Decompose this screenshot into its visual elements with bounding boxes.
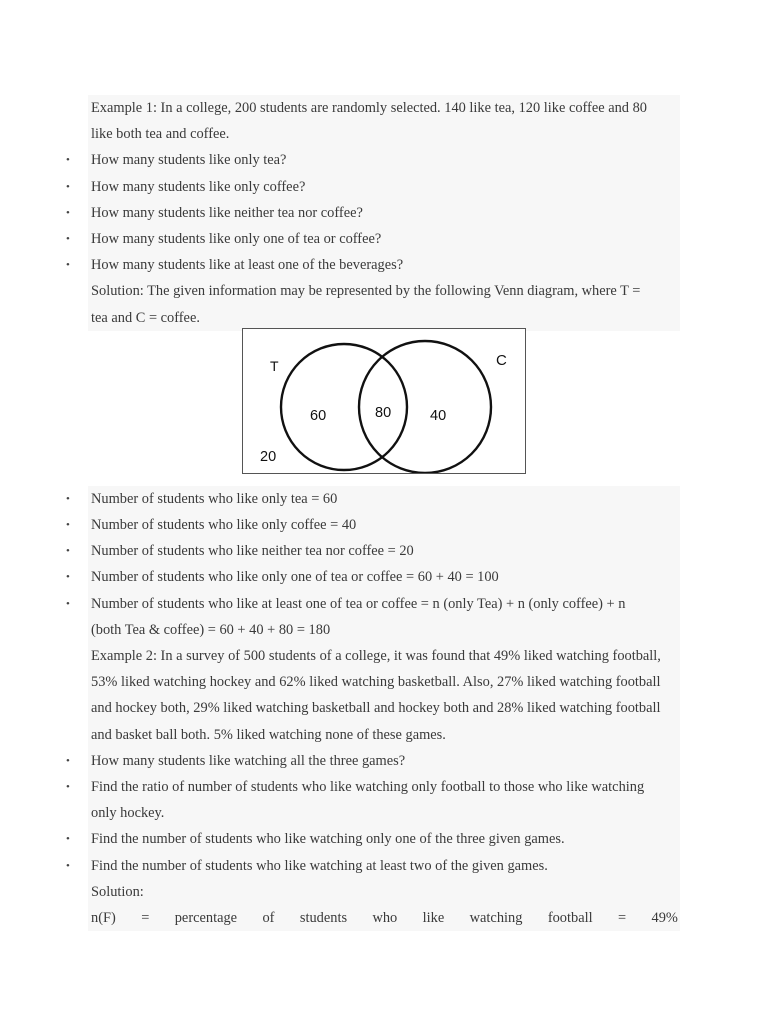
line-text: How many students like at least one of the beverages? — [91, 257, 404, 274]
venn-svg — [243, 329, 525, 473]
bullet-marker: • — [66, 519, 70, 531]
justified-word: like — [422, 910, 445, 926]
text-line — [88, 722, 680, 748]
bullet-marker: • — [66, 545, 70, 558]
line-text: like both tea and coffee. — [91, 126, 230, 143]
line-text: and hockey both, 29% liked watching basketball and hockey both and 28% liked watching football — [91, 700, 661, 717]
line-text: Find the ratio of number of students who like watching only football to those who like watching — [91, 779, 645, 795]
line-text: Find the number of students who like watching only one of the three given games. — [91, 831, 565, 848]
justified-word: watching — [469, 910, 523, 926]
line-text: How many students like only tea? — [91, 152, 287, 169]
bullet-list-item — [66, 748, 680, 774]
venn-label-c: C — [496, 352, 507, 369]
bullet-marker: • — [66, 859, 70, 872]
bullet-marker: • — [66, 597, 70, 610]
venn-only-tea-value: 60 — [310, 408, 327, 424]
justified-word: students — [299, 910, 348, 926]
venn-only-coffee-value: 40 — [430, 408, 447, 424]
venn-label-t: T — [270, 358, 279, 374]
line-text: Find the number of students who like watching at least two of the given games. — [91, 857, 548, 874]
bullet-list-item — [66, 252, 680, 278]
bullet-list-item — [66, 538, 680, 564]
bullet-list-item — [66, 147, 680, 173]
justified-word: 49% — [651, 910, 678, 926]
line-text: (both Tea & coffee) = 60 + 40 + 80 = 180 — [91, 621, 331, 638]
text-line — [88, 879, 680, 905]
bullet-marker: • — [66, 259, 70, 272]
bullet-marker: • — [66, 571, 70, 584]
bullet-marker: • — [66, 492, 70, 505]
justified-word: = — [617, 910, 627, 926]
justified-word: football — [547, 910, 593, 926]
bullet-list-item — [66, 564, 680, 590]
bullet-list-item — [66, 774, 680, 800]
text-line — [88, 905, 680, 931]
line-text: How many students like only one of tea or coffee? — [91, 231, 382, 247]
line-text: Number of students who like at least one of tea or coffee = n (only Tea) + n (only coffee) + n — [91, 595, 626, 612]
venn-neither-value: 20 — [260, 449, 277, 465]
text-line — [88, 121, 680, 147]
line-text: Number of students who like only tea = 60 — [91, 490, 338, 507]
justified-word: n(F) — [91, 910, 116, 926]
bullet-marker: • — [66, 233, 70, 245]
line-text: How many students like neither tea nor coffee? — [91, 204, 363, 221]
line-text: tea and C = coffee. — [91, 309, 200, 326]
bullet-marker: • — [66, 754, 70, 767]
justified-word: = — [141, 910, 150, 926]
text-line — [88, 643, 680, 669]
line-text: How many students like watching all the three games? — [91, 752, 406, 769]
bullet-marker: • — [66, 781, 70, 793]
line-text: Number of students who like neither tea nor coffee = 20 — [91, 543, 414, 560]
line-text: Solution: — [91, 883, 144, 900]
line-text: Example 2: In a survey of 500 students of a college, it was found that 49% liked watching football, — [91, 648, 661, 664]
line-text: only hockey. — [91, 805, 165, 822]
justified-word: who — [372, 910, 398, 926]
line-text: and basket ball both. 5% liked watching none of these games. — [91, 726, 446, 743]
bullet-list-item — [66, 486, 680, 512]
bullet-list-item — [66, 512, 680, 538]
bullet-marker: • — [66, 833, 70, 846]
bullet-list-item — [66, 174, 680, 200]
bullet-list-item — [66, 200, 680, 226]
bullet-marker: • — [66, 154, 70, 167]
line-text: Number of students who like only coffee = 40 — [91, 517, 357, 533]
justified-word: percentage — [174, 910, 238, 926]
text-line — [88, 800, 680, 826]
bullet-list-item — [66, 826, 680, 852]
justified-word: of — [262, 910, 275, 926]
line-text: Number of students who like only one of tea or coffee = 60 + 40 = 100 — [91, 569, 499, 586]
text-line — [88, 305, 680, 331]
text-line — [88, 278, 680, 304]
bullet-list-item — [66, 591, 680, 617]
text-line — [88, 617, 680, 643]
bullet-list-item — [66, 226, 680, 252]
text-line — [88, 695, 680, 721]
bullet-marker: • — [66, 206, 70, 219]
line-text: Solution: The given information may be represented by the following Venn diagram, where T = — [91, 283, 641, 300]
bullet-list-item — [66, 853, 680, 879]
venn-both-value: 80 — [375, 405, 392, 421]
line-text: Example 1: In a college, 200 students are randomly selected. 140 like tea, 120 like coffee and 80 — [91, 100, 647, 116]
line-text: How many students like only coffee? — [91, 178, 306, 195]
text-line — [88, 95, 680, 121]
bullet-marker: • — [66, 180, 70, 193]
line-text: 53% liked watching hockey and 62% liked watching basketball. Also, 27% liked watching football — [91, 674, 661, 691]
text-line — [88, 669, 680, 695]
venn-diagram — [242, 328, 526, 474]
